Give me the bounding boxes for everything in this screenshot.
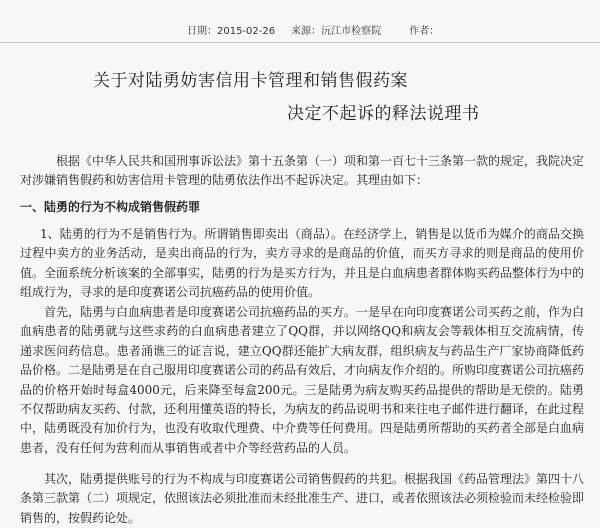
document-title-line2: 决定不起诉的释法说理书 (287, 104, 480, 124)
document-title-line1: 关于对陆勇妨害信用卡管理和销售假药案 (93, 71, 408, 91)
source-label: 来源： (291, 26, 322, 37)
paragraph-2: 首先，陆勇与白血病患者是印度赛诺公司抗癌药品的买方。一是早在向印度赛诺公司买药之前，作为白血病患者的陆勇就与这些求药的白血病患者建立了QQ群，并以网络QQ和病友会等载体相互交流病情，传递求医问药信息。患者涌谯三的证言说，建立QQ群还能扩大病友群，组织病友与药品生产厂家协商降低药品价格。二是陆勇是在自己服用印度赛诺公司的药品有效后，才向病友作介绍的。所购印度赛诺公司抗癌药品的价格开始时每盒4000元，后来降至每盒200元。三是陆勇为病友购买药品提供的帮助是无偿的。陆勇不仅帮助病友买药、付款，还利用懂英语的特长，为病友的药品说明书和来往电子邮件进行翻译，在此过程中，陆勇既没有加价行为，也没有收取代理费、中介费等任何费用。四是陆勇所帮助的买药者全部是白血病患者，没有任何为营利而从事销售或者中介等经营药品的人员。 (20, 305, 585, 455)
section-heading: 一、陆勇的行为不构成销售假药罪 (20, 200, 201, 214)
article-meta (187, 22, 439, 37)
paragraph-3: 其次，陆勇提供账号的行为不构成与印度赛诺公司销售假药的共犯。根据我国《药品管理法》第四十八条第三款第（二）项规定，依照该法必须批准而未经批准生产、进口，或者依照该法必须检验而未经检验即销售的，按假药论处。 (20, 472, 585, 525)
header-divider (0, 42, 600, 43)
author-label: 作者： (409, 26, 440, 37)
paragraph-1: 1、陆勇的行为不是销售行为。所谓销售即卖出（商品）。在经济学上，销售是以货币为媒介的商品交换过程中卖方的业务活动，是卖出商品的行为，卖方寻求的是商品的价值，而买方寻求的则是商品的使用价值。全面系统分析该案的全部事实，陆勇的行为是买方行为，并且是白血病患者群体购买药品整体行为中的组成行为，寻求的是印度赛诺公司抗癌药品的使用价值。 (20, 227, 585, 300)
intro-paragraph: 根据《中华人民共和国刑事诉讼法》第十五条第（一）项和第一百七十三条第一款的规定，我院决定对涉嫌销售假药和妨害信用卡管理的陆勇依法作出不起诉决定。其理由如下： (20, 154, 585, 188)
source-value: 沅江市检察院 (321, 26, 382, 37)
date-label: 日期： (187, 26, 217, 37)
date-value: 2015-02-26 (217, 26, 276, 37)
